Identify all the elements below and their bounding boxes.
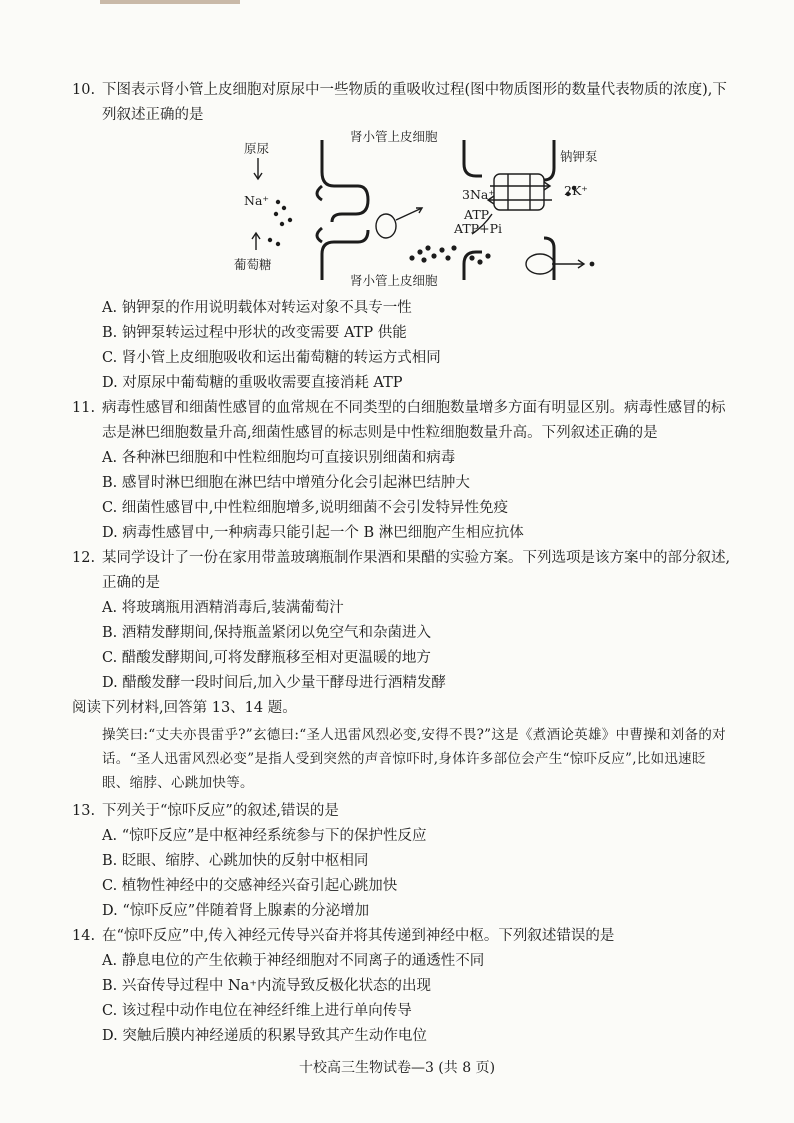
option-b: B. 眨眼、缩脖、心跳加快的反射中枢相同 (102, 853, 369, 869)
label-2k: 2K⁺ (564, 183, 588, 198)
option-d: D. 病毒性感冒中,一种病毒只能引起一个 B 淋巴细胞产生相应抗体 (102, 525, 524, 541)
option-c: C. 肾小管上皮细胞吸收和运出葡萄糖的转运方式相同 (102, 350, 441, 366)
question-number: 13. (72, 803, 96, 819)
question-stem: 病毒性感冒和细菌性感冒的血常规在不同类型的白细胞数量增多方面有明显区别。病毒性感冒的标志是淋巴细胞数量升高,细菌性感冒的标志则是中性粒细胞数量升高。下列叙述正确的是 (102, 400, 726, 441)
option-c: C. 细菌性感冒中,中性粒细胞增多,说明细菌不会引发特异性免疫 (102, 500, 509, 516)
option-c: C. 该过程中动作电位在神经纤维上进行单向传导 (102, 1003, 412, 1019)
label-bottom-cell: 肾小管上皮细胞 (350, 273, 438, 288)
question-stem: 下列关于“惊吓反应”的叙述,错误的是 (102, 803, 339, 819)
option-d: D. 醋酸发酵一段时间后,加入少量干酵母进行酒精发酵 (102, 675, 446, 691)
option-a: A. 钠钾泵的作用说明载体对转运对象不具专一性 (102, 300, 412, 316)
question-13 (72, 799, 732, 924)
option-a: A. 将玻璃瓶用酒精消毒后,装满葡萄汁 (102, 600, 344, 616)
question-number: 10. (72, 82, 96, 98)
page-footer: 十校高三生物试卷—3 (共 8 页) (298, 1060, 496, 1076)
kidney-tubule-figure (172, 130, 642, 290)
label-pump: 钠钾泵 (560, 149, 598, 164)
option-b: B. 兴奋传导过程中 Na⁺内流导致反极化状态的出现 (102, 978, 431, 994)
reading-passage: 操笑曰:“丈夫亦畏雷乎?”玄德曰:“圣人迅雷风烈必变,安得不畏?”这是《煮酒论英雄》中曹操和刘备的对话。“圣人迅雷风烈必变”是指人受到突然的声音惊吓时,身体许多部位会产生“惊吓反应”,比如迅速眨眼、缩脖、心跳加快等。 (102, 727, 726, 791)
question-stem: 在“惊吓反应”中,传入神经元传导兴奋并将其传递到神经中枢。下列叙述错误的是 (102, 928, 615, 944)
label-urine: 原尿 (244, 141, 270, 156)
option-c: C. 醋酸发酵期间,可将发酵瓶移至相对更温暖的地方 (102, 650, 431, 666)
option-b: B. 钠钾泵转运过程中形状的改变需要 ATP 供能 (102, 325, 407, 341)
question-number: 12. (72, 550, 96, 566)
label-atp-pi: ATP+Pi (454, 221, 502, 236)
question-number: 14. (72, 928, 96, 944)
label-glucose: 葡萄糖 (234, 257, 272, 272)
label-atp: ATP (464, 207, 490, 222)
label-3na: 3Na⁺ (462, 187, 495, 202)
option-b: B. 酒精发酵期间,保持瓶盖紧闭以免空气和杂菌进入 (102, 625, 431, 641)
question-number: 11. (72, 400, 96, 416)
option-d: D. 突触后膜内神经递质的积累导致其产生动作电位 (102, 1028, 427, 1044)
option-d: D. 对原尿中葡萄糖的重吸收需要直接消耗 ATP (102, 375, 403, 391)
question-14 (72, 924, 732, 1049)
option-a: A. 静息电位的产生依赖于神经细胞对不同离子的通透性不同 (102, 953, 485, 969)
question-12 (72, 546, 732, 696)
option-a: A. 各种淋巴细胞和中性粒细胞均可直接识别细菌和病毒 (102, 450, 456, 466)
question-stem: 下图表示肾小管上皮细胞对原尿中一些物质的重吸收过程(图中物质图形的数量代表物质的浓度),下列叙述正确的是 (102, 82, 727, 123)
question-10 (72, 78, 732, 396)
question-11 (72, 396, 732, 546)
reading-instruction: 阅读下列材料,回答第 13、14 题。 (72, 700, 297, 716)
label-top-cell: 肾小管上皮细胞 (350, 129, 438, 144)
exam-page (72, 78, 732, 1049)
option-c: C. 植物性神经中的交感神经兴奋引起心跳加快 (102, 878, 398, 894)
option-d: D. “惊吓反应”伴随着肾上腺素的分泌增加 (102, 903, 370, 919)
page-edge-mark (100, 0, 240, 4)
option-a: A. “惊吓反应”是中枢神经系统参与下的保护性反应 (102, 828, 427, 844)
question-stem: 某同学设计了一份在家用带盖玻璃瓶制作果酒和果醋的实验方案。下列选项是该方案中的部分叙述,正确的是 (102, 550, 731, 591)
option-b: B. 感冒时淋巴细胞在淋巴结中增殖分化会引起淋巴结肿大 (102, 475, 470, 491)
label-na: Na⁺ (244, 193, 269, 208)
